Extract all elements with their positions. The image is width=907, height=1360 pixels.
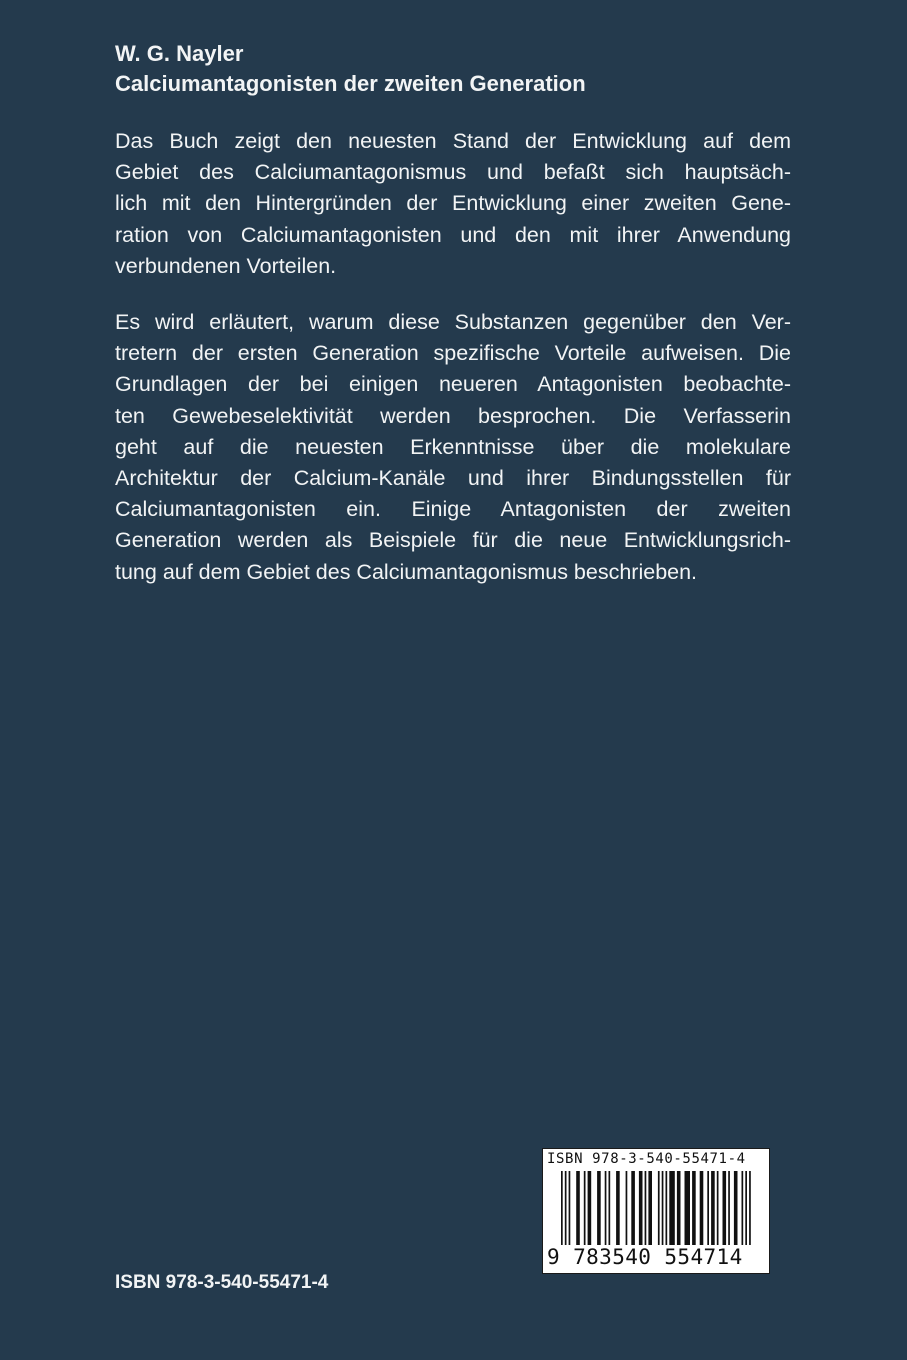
text-line: ration von Calciumantagonisten und den mit ihrer Anwendung [115, 222, 791, 247]
barcode-bar [609, 1171, 611, 1245]
text-line: Gebiet des Calciumantagonismus und befaßt sich hauptsäch- [115, 160, 791, 185]
barcode-bar [565, 1171, 567, 1245]
barcode-bar [669, 1171, 675, 1245]
barcode-icon [561, 1171, 753, 1247]
barcode-bar [707, 1171, 709, 1245]
barcode-bar [728, 1171, 730, 1245]
barcode-bar [569, 1171, 571, 1245]
text-line: tung auf dem Gebiet des Calciumantagonismus beschrieben. [115, 559, 698, 584]
barcode-bar [588, 1171, 592, 1245]
barcode-bar [662, 1171, 664, 1245]
barcode-bar [711, 1171, 715, 1245]
text-line: Architektur der Calcium-Kanäle und ihrer Bindungsstellen für [115, 466, 791, 491]
barcode-bar [692, 1171, 696, 1245]
barcode-bar [597, 1171, 601, 1245]
barcode-bar [723, 1171, 727, 1245]
text-line: Calciumantagonisten ein. Einige Antagonisten der zweiten [115, 497, 791, 522]
author-name: W. G. Nayler [115, 41, 244, 66]
text-line: Das Buch zeigt den neuesten Stand der Entwicklung auf dem [115, 129, 791, 153]
text-line: Grundlagen der bei einigen neueren Antagonisten beobachte- [115, 372, 791, 397]
barcode-bar [631, 1171, 635, 1245]
book-title: Calciumantagonisten der zweiten Generation [115, 71, 586, 96]
text-line: Generation werden als Beispiele für die neue Entwicklungsrich- [115, 528, 791, 553]
description-paragraph-2 [115, 307, 791, 588]
text-line: geht auf die neuesten Erkenntnisse über die molekulare [115, 434, 791, 459]
isbn-footer: ISBN 978-3-540-55471-4 [115, 1272, 329, 1293]
barcode-bar [605, 1171, 607, 1245]
description-paragraph-1 [115, 126, 791, 282]
text-line: ten Gewebeselektivität werden besprochen. Die Verfasserin [115, 403, 791, 428]
barcode-bar [734, 1171, 738, 1245]
barcode-isbn-text: ISBN 978-3-540-55471-4 [547, 1151, 746, 1167]
barcode-bar [639, 1171, 643, 1245]
barcode-label [542, 1148, 770, 1274]
text-line: verbundenen Vorteilen. [115, 253, 337, 278]
barcode-bar [742, 1171, 744, 1245]
barcode-bar [745, 1171, 747, 1245]
barcode-bar [645, 1171, 647, 1245]
barcode-bar [666, 1171, 668, 1245]
barcode-bar [626, 1171, 628, 1245]
barcode-bar [584, 1171, 586, 1245]
barcode-bar [717, 1171, 719, 1245]
barcode-bar [648, 1171, 652, 1245]
barcode-bar [658, 1171, 660, 1245]
barcode-bar [616, 1171, 620, 1245]
barcode-bar [677, 1171, 681, 1245]
barcode-bar [561, 1171, 563, 1245]
barcode-bar [685, 1171, 691, 1245]
barcode-bar [749, 1171, 751, 1245]
text-line: tretern der ersten Generation spezifische Vorteile aufweisen. Die [115, 341, 791, 366]
text-line: lich mit den Hintergründen der Entwicklung einer zweiten Gene- [115, 191, 791, 216]
barcode-bar [700, 1171, 704, 1245]
text-line: Es wird erläutert, warum diese Substanzen gegenüber den Ver- [115, 310, 791, 334]
barcode-digits: 9 783540 554714 [547, 1245, 743, 1269]
barcode-bar [576, 1171, 580, 1245]
